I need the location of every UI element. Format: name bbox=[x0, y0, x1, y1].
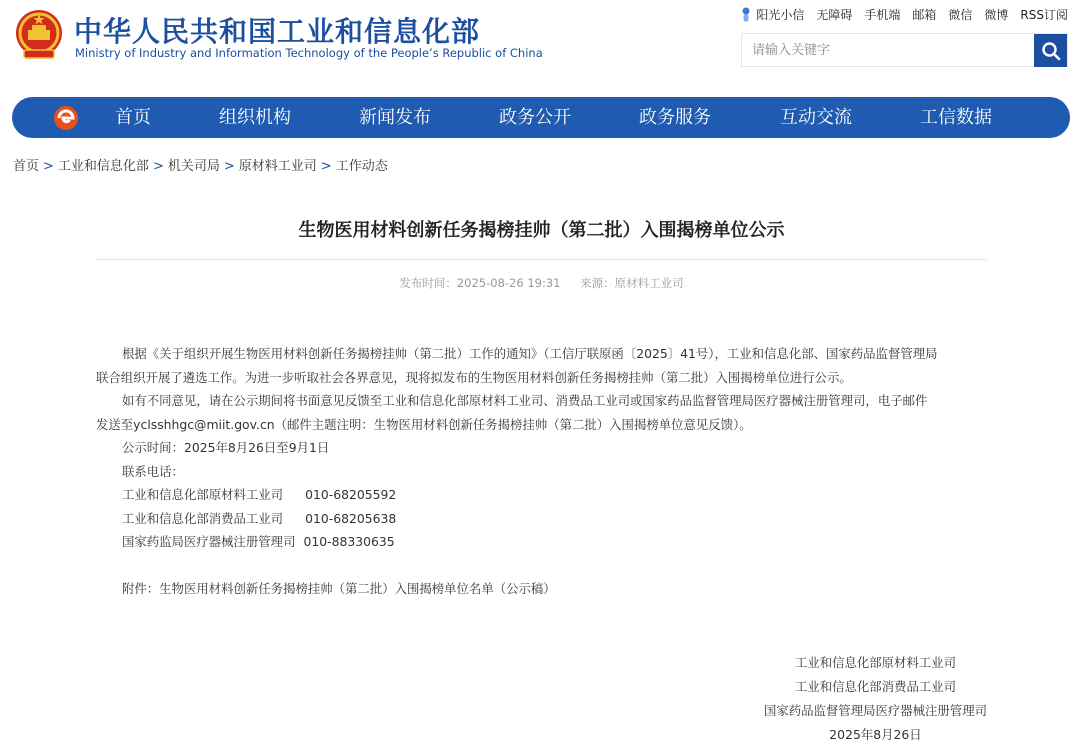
signature-org: 工业和信息化部原材料工业司 bbox=[794, 655, 957, 670]
breadcrumb-raw-materials[interactable]: 原材料工业司 bbox=[238, 159, 317, 174]
top-link-rss[interactable]: RSS订阅 bbox=[1020, 8, 1068, 22]
contact-org: 国家药监局医疗器械注册管理司 bbox=[122, 534, 296, 549]
breadcrumb-work-updates[interactable]: 工作动态 bbox=[335, 159, 388, 174]
nav-item-organization[interactable]: 组织机构 bbox=[219, 107, 291, 128]
nav-item-interaction[interactable]: 互动交流 bbox=[780, 107, 852, 128]
search-icon bbox=[1041, 41, 1061, 61]
nav-item-data[interactable]: 工信数据 bbox=[920, 107, 992, 128]
paragraph-2-line-1: 如有不同意见，请在公示期间将书面意见反馈至工业和信息化部原材料工业司、消费品工业司或国家药品监督管理局医疗器械注册管理司，电子邮件 bbox=[122, 393, 928, 408]
paragraph-2-line-2: 发送至yclsshhgc@miit.gov.cn（邮件主题注明：生物医用材料创新任务揭榜挂帅（第二批）入围揭榜单位意见反馈）。 bbox=[96, 416, 752, 432]
nav-item-news[interactable]: 新闻发布 bbox=[359, 107, 431, 128]
site-title-en[interactable]: Ministry of Industry and Information Technology of the People’s Republic of China bbox=[75, 46, 543, 60]
top-link-label: 阳光小信 bbox=[756, 8, 805, 22]
signature-org: 国家药品监督管理局医疗器械注册管理司 bbox=[763, 703, 987, 718]
top-link-accessibility[interactable]: 无障碍 bbox=[816, 8, 853, 22]
publish-time: 发布时间：2025-08-26 19:31 bbox=[399, 276, 561, 290]
breadcrumb-home[interactable]: 首页 bbox=[13, 159, 40, 174]
main-nav bbox=[12, 97, 1070, 138]
nav-item-government-affairs[interactable]: 政务公开 bbox=[499, 107, 571, 128]
top-link-mobile[interactable]: 手机端 bbox=[864, 8, 901, 22]
signature-org: 工业和信息化部消费品工业司 bbox=[794, 679, 957, 694]
article-meta bbox=[96, 275, 987, 291]
breadcrumb-separator: > bbox=[43, 159, 54, 174]
top-link-wechat[interactable]: 微信 bbox=[948, 8, 973, 22]
sunshine-mascot-icon bbox=[740, 7, 752, 23]
contact-org: 工业和信息化部消费品工业司 bbox=[122, 510, 284, 526]
spacer bbox=[96, 554, 987, 577]
contact-phone: 010-68205638 bbox=[305, 510, 397, 526]
top-link-weibo[interactable]: 微博 bbox=[984, 8, 1009, 22]
contact-phone: 010-88330635 bbox=[303, 534, 395, 549]
publicity-period: 公示时间：2025年8月26日至9月1日 bbox=[122, 440, 330, 455]
contact-row bbox=[96, 483, 987, 507]
paragraph-1-line-2: 联合组织开展了遴选工作。为进一步听取社会各界意见，现将拟发布的生物医用材料创新任务揭榜挂帅（第二批）入围揭榜单位进行公示。 bbox=[96, 369, 852, 385]
search-button[interactable] bbox=[1034, 34, 1067, 67]
paragraph-1-line-1: 根据《关于组织开展生物医用材料创新任务揭榜挂帅（第二批）工作的通知》（工信厅联原函〔2025〕41号），工业和信息化部、国家药品监督管理局 bbox=[122, 346, 938, 361]
signature-date: 2025年8月26日 bbox=[829, 727, 922, 742]
top-link-sunshine[interactable] bbox=[740, 6, 804, 23]
title-divider bbox=[96, 259, 987, 260]
breadcrumb-departments[interactable]: 机关司局 bbox=[167, 159, 220, 174]
article-title: 生物医用材料创新任务揭榜挂帅（第二批）入围揭榜单位公示 bbox=[298, 220, 785, 241]
national-emblem-icon[interactable] bbox=[14, 8, 64, 60]
breadcrumb-separator: > bbox=[223, 159, 235, 174]
contact-row bbox=[96, 507, 987, 531]
search-input[interactable] bbox=[742, 34, 1034, 66]
breadcrumb-miit[interactable]: 工业和信息化部 bbox=[57, 159, 149, 174]
top-link-mail[interactable]: 邮箱 bbox=[912, 8, 937, 22]
breadcrumb-separator: > bbox=[152, 159, 164, 174]
contact-label: 联系电话： bbox=[122, 463, 184, 479]
contact-phone: 010-68205592 bbox=[305, 487, 397, 502]
miit-logo-icon[interactable] bbox=[52, 104, 80, 132]
article-body bbox=[96, 342, 987, 600]
article-source: 来源：原材料工业司 bbox=[580, 276, 684, 290]
signature-block bbox=[764, 651, 987, 747]
nav-item-government-services[interactable]: 政务服务 bbox=[639, 107, 711, 128]
contact-row bbox=[96, 530, 987, 554]
top-links bbox=[740, 6, 1068, 23]
attachment-link[interactable]: 附件：生物医用材料创新任务揭榜挂帅（第二批）入围揭榜单位名单（公示稿） bbox=[122, 580, 556, 596]
site-title-cn[interactable]: 中华人民共和国工业和信息化部 bbox=[74, 15, 481, 48]
site-header bbox=[0, 0, 1080, 90]
breadcrumb-separator: > bbox=[320, 159, 332, 174]
breadcrumb bbox=[13, 155, 388, 174]
search-box bbox=[741, 33, 1068, 67]
contact-org: 工业和信息化部原材料工业司 bbox=[122, 487, 284, 502]
nav-item-home[interactable]: 首页 bbox=[115, 107, 151, 128]
